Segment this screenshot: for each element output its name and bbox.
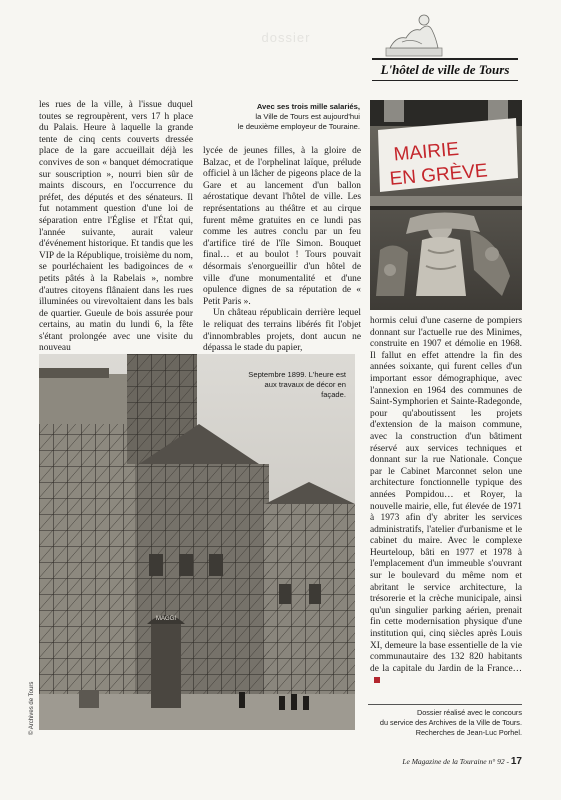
article-paragraph: les rues de la ville, à l'issue duquel toutes se regroupèrent, vers 17 h place du Palais. Heure à laquelle la grande tente de cinq cents couverts dressée place de la gare accueillait déjà les convives de son « banquet démocratique sur souscription », nourri bien sûr de maints discours, en l'occurrence du préfet, des députés et des sénateurs. Il fut notamment question d'une loi de séparation entre l'Église et l'État qui, l'année suivante, aurait valeur d'événement historique. Et tandis que les VIP de la République, troisième du nom, se pourléchaient les badigoinces de « petits pâtés à la Rabelais », nombre d'autres citoyens flânaient dans les rues illuminées ou virevoltaient dans les bals de quartier. Gueule de bois assurée pour certains, au matin du lundi 6, la fête s'étant prolongée avec une visite du nouveau	[39, 100, 193, 354]
page-footer	[380, 756, 522, 767]
statue-ornament-icon	[372, 8, 452, 58]
ghost-section-word: dossier	[261, 30, 311, 45]
article-paragraph: lycée de jeunes filles, à la gloire de Balzac, et de l'orphelinat laïque, prélude officiel à un lâcher de pigeons place de la Gare et au lancement d'un ballon aérostatique devant l'hôtel de ville. Les représentations au théâtre et au cirque furent même gratuites en ce lundi pas comme les autres conclu par un feu d'artifice tiré de l'île Simon. Bouquet final… et au boulot ! Tours pouvait désormais s'enorgueillir d'un hôtel de ville d'une monumentalité et d'une opulence dignes de sa réputation de « Petit Paris ».	[203, 146, 361, 307]
caption-line: Septembre 1899. L'heure est	[248, 370, 346, 379]
magazine-name: Le Magazine de la Touraine n° 92 -	[402, 757, 509, 766]
article-paragraph: Un château républicain derrière lequel le reliquat des terrains libérés fit l'objet d'innombrables projets, dont aucun ne dépassa le stade du papier,	[203, 308, 361, 354]
article-column-2	[203, 146, 361, 356]
credits-line: Recherches de Jean-Luc Porhel.	[415, 728, 522, 737]
caption-line: la Ville de Tours est aujourd'hui	[255, 112, 360, 121]
caption-line: le deuxième employeur de Touraine.	[237, 122, 360, 131]
article-column-3	[370, 316, 522, 696]
page-number: 17	[510, 756, 522, 767]
scaffolding-photo-illustration	[39, 354, 355, 730]
article-paragraph-end	[370, 316, 522, 687]
kiosk-sign: MAGGI	[155, 616, 177, 622]
credits-line: Dossier réalisé avec le concours	[416, 708, 522, 717]
article-paragraph: hormis celui d'une caserne de pompiers donnant sur l'actuelle rue des Minimes, construite en 1907 et démolie en 1968. Il fallut en effet attendre la fin des années soixante, qui furent celles d'un important essor démographique, avec l'annexion en 1964 des communes de Saint-Symphorien et Sainte-Radegonde, pour qu'aboutissent les projets d'extension de la maison commune, avec la construction d'un bâtiment réservé aux services techniques et donnant sur la rue Nationale. Conçue par le Cabinet Marconnet selon une architecture fonctionnelle typique des années Pompidou… et Royer, la nouvelle mairie, elle, fut élevée de 1971 à 1973 afin d'y abriter les services administratifs, l'atelier d'urbanisme et le cabinet du maire. Avec le complexe Heurteloup, bâti en 1977 et 1978 à l'emplacement d'un immeuble s'ouvrant sur le boulevard du même nom et abritant le service architecture, la trésorerie et la crèche municipale, ainsi qu'un singulier parking aérien, prenait fin cette modernisation physique d'une institution qui, cinq siècles après Louis XI, demeure la base essentielle de la vie communautaire des 132 820 habitants de la capitale du Jardin de la France…	[370, 316, 522, 674]
photo-credit: © Archives de Tours	[29, 681, 35, 735]
caption-line: aux travaux de décor en façade.	[264, 380, 346, 399]
credits-rule	[368, 704, 522, 705]
banner-line-1: MAIRIE	[392, 138, 460, 166]
credits-box	[360, 708, 522, 738]
photo-scaffolding-1899	[39, 354, 355, 730]
strike-photo-illustration	[370, 100, 522, 310]
photo-strike-banner	[370, 100, 522, 310]
banner-line-2: EN GRÈVE	[388, 160, 489, 190]
header-rule-thin	[372, 80, 518, 81]
credits-line: du service des Archives de la Ville de Tours.	[379, 718, 522, 727]
section-title: L'hôtel de ville de Tours	[380, 62, 510, 77]
caption-line: Avec ses trois mille salariés,	[256, 102, 360, 111]
end-mark-icon	[374, 677, 380, 683]
caption-scaffolding	[242, 370, 346, 400]
caption-employer	[210, 102, 360, 132]
article-column-1	[39, 100, 193, 360]
header-rule	[372, 58, 518, 60]
